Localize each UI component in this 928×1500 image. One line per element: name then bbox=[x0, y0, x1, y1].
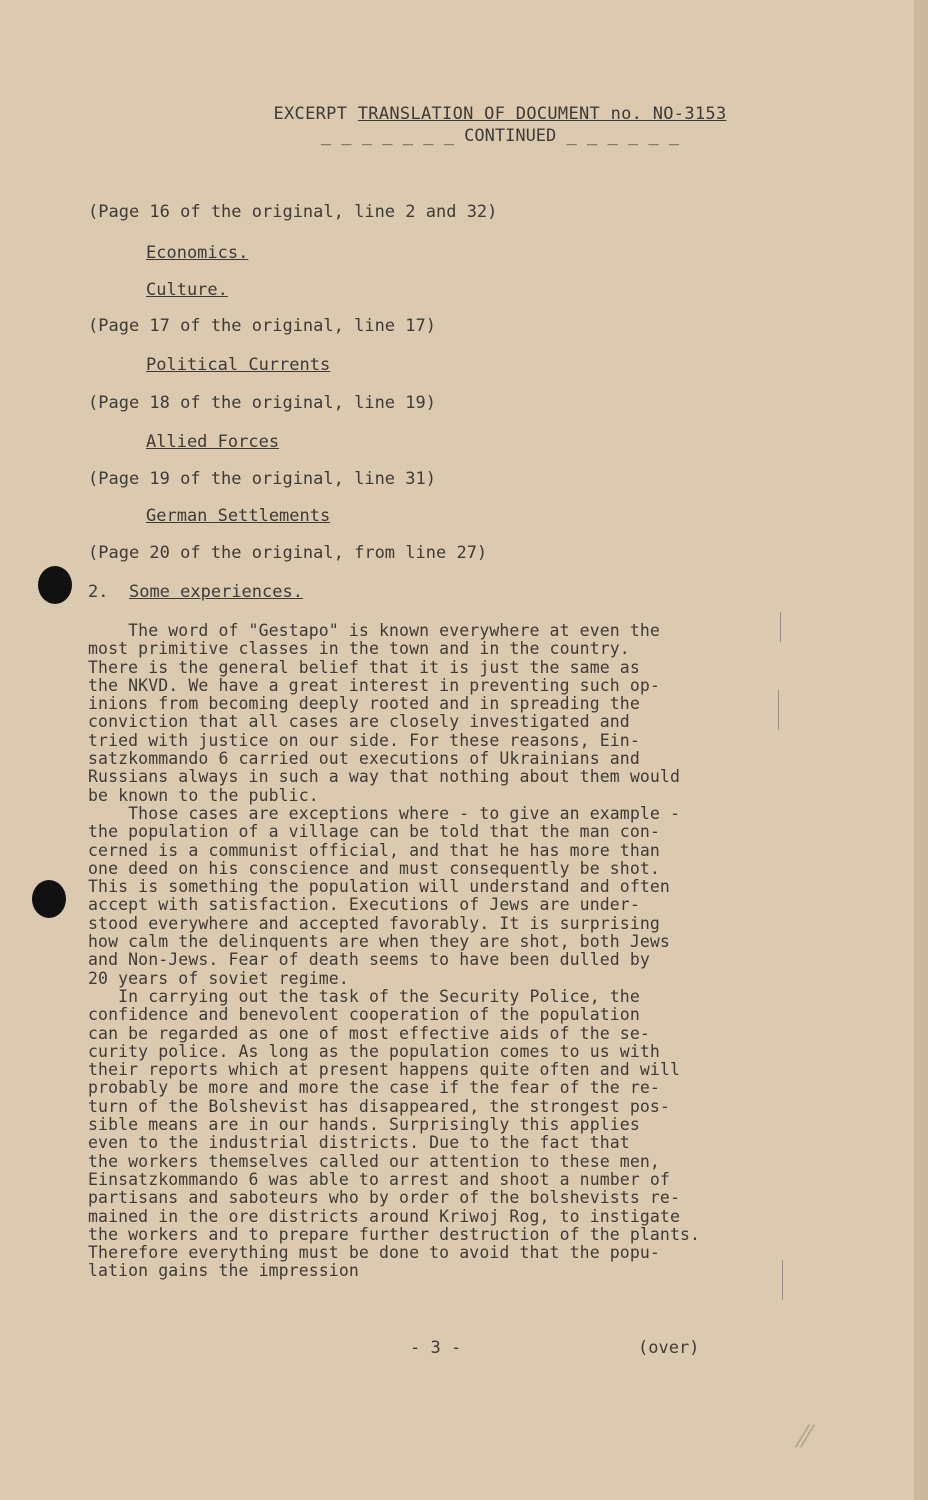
outline-page-ref: (Page 20 of the original, from line 27) bbox=[88, 543, 488, 563]
document-header bbox=[250, 104, 750, 146]
outline-heading: Allied Forces bbox=[146, 432, 280, 452]
section-title: Some experiences. bbox=[128, 582, 303, 602]
title-prefix: EXCERPT bbox=[273, 104, 358, 124]
page-number: - 3 - bbox=[410, 1338, 462, 1358]
outline-heading: German Settlements bbox=[146, 506, 331, 526]
margin-line-mark bbox=[780, 612, 781, 642]
margin-line-mark bbox=[782, 1260, 783, 1300]
outline-heading: Economics. bbox=[146, 243, 249, 263]
outline-page-ref: (Page 19 of the original, line 31) bbox=[88, 469, 436, 489]
body-text: The word of "Gestapo" is known everywhere at even the most primitive classes in the town and in the country. There is the general belief that it is just the same as the NKVD. We have a great interest in preventing such op- inions from becoming deeply rooted and in spreading the conviction that all cases are closely investigated and tried with justice on our side. For these reasons, Ein- satzkommando 6 carried out executions of Ukrainians and Russians always in such a way that nothing about them would be known to the public. Those cases are exceptions where - to give an example - the population of a village can be told that the man con- cerned is a communist official, and that he has more than one deed on his conscience and must consequently be shot. This is something the population will understand and often accept with satisfaction. Executions of Jews are under- stood everywhere and accepted favorably. It is surprising how calm the delinquents are when they are shot, both Jews and Non-Jews. Fear of death seems to have been dulled by 20 years of soviet regime. In carrying out the task of the Security Police, the confidence and benevolent cooperation of the population can be regarded as one of most effective aids of the se- curity police. As long as the population comes to us with their reports which at present happens quite often and will probably be more and more the case if the fear of the re- turn of the Bolshevist has disappeared, the strongest pos- sible means are in our hands. Surprisingly this applies even to the industrial districts. Due to the fact that the workers themselves called our attention to these men, Einsatzkommando 6 was able to arrest and shoot a number of partisans and saboteurs who by order of the bolshevists re- mained in the ore districts around Kriwoj Rog, to instigate the workers and to prepare further destruction of the plants. Therefore everything must be done to avoid that the popu- lation gains the impression bbox=[88, 621, 701, 1281]
punch-hole bbox=[38, 566, 72, 604]
outline-page-ref: (Page 18 of the original, line 19) bbox=[88, 393, 436, 413]
punch-hole bbox=[32, 880, 66, 918]
outline-page-ref: (Page 16 of the original, line 2 and 32) bbox=[88, 202, 498, 222]
pencil-mark: ⁄⁄ bbox=[800, 1420, 811, 1455]
margin-line-mark bbox=[778, 690, 779, 730]
outline-heading: Political Currents bbox=[146, 355, 331, 375]
outline-heading: Culture. bbox=[146, 280, 228, 300]
title-main: TRANSLATION OF DOCUMENT no. NO-3153 bbox=[357, 104, 727, 124]
section-heading bbox=[88, 582, 303, 602]
document-title bbox=[250, 104, 750, 124]
document-subtitle: _ _ _ _ _ _ _ CONTINUED _ _ _ _ _ _ bbox=[320, 126, 680, 146]
paper-edge bbox=[914, 0, 928, 1500]
continuation-note: (over) bbox=[638, 1338, 700, 1358]
section-number: 2. bbox=[88, 582, 109, 602]
outline-page-ref: (Page 17 of the original, line 17) bbox=[88, 316, 436, 336]
